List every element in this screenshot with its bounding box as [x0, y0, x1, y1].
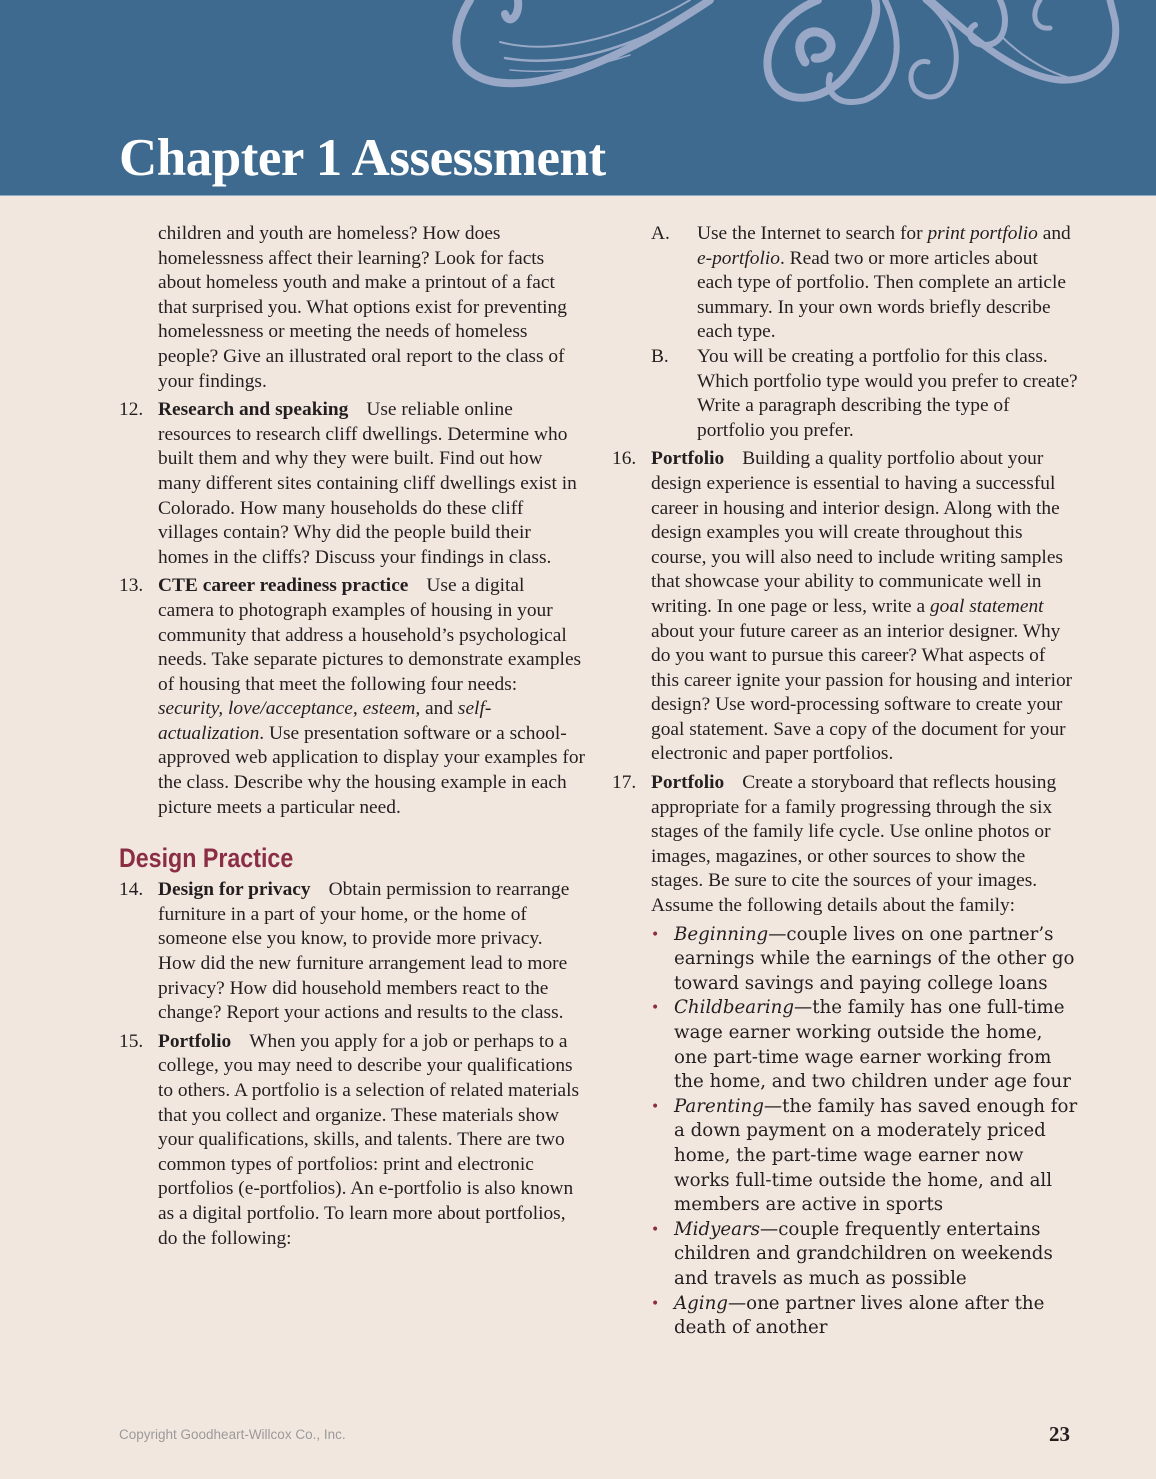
list-item [612, 1095, 1078, 1218]
stage-text: —the family has one full-time wage earner working outside the home, one part-time wage earner working from the home, and two children under age four [674, 997, 1071, 1093]
family-stage-list [612, 923, 1078, 1341]
item-text: and [420, 698, 458, 720]
item-number: 14. [119, 879, 144, 901]
item-lead: Portfolio [651, 772, 725, 794]
bullet-icon: • [651, 1221, 660, 1238]
item-text: Building a quality portfolio about your design experience is essential to having a successful career in housing and interior design. Along with the design examples you will create throughout this course, you will also need to include writing samples that showcase your ability to communicate well in writing. In one page or less, write a [651, 448, 1063, 617]
stage-term: Childbearing [674, 997, 795, 1019]
sub-item-b [612, 345, 1078, 443]
list-item [612, 1218, 1078, 1292]
assessment-item-12 [119, 398, 585, 570]
item-italic: security, love/acceptance, esteem, [158, 698, 421, 720]
stage-text: —couple frequently entertains children and grandchildren on weekends and travels as much as possible [674, 1218, 1053, 1289]
item-text: about your future career as an interior designer. Why do you want to pursue this career? What aspects of this career ignite your passion for housing and interior design? Use word-processing software to create your goal statement. Save a copy of the document for your electronic and paper portfolios. [651, 620, 1073, 765]
item-number: 17. [612, 772, 637, 794]
sub-item-text: You will be creating a portfolio for this class. Which portfolio type would you prefer to create? Write a paragraph describing the type of portfolio you prefer. [697, 345, 1078, 441]
item-italic: self-actualization [158, 698, 492, 744]
item-text: Use a digital camera to photograph examples of housing in your community that address a household’s psychological needs. Take separate pictures to demonstrate examples of housing that meet the following four needs: [158, 575, 582, 695]
item-lead: Design for privacy [158, 879, 311, 901]
stage-term: Parenting [674, 1095, 764, 1117]
item-text: When you apply for a job or perhaps to a college, you may need to describe your qualifications to others. A portfolio is a selection of related materials that you collect and organize. These materials show your qualifications, skills, and talents. There are two common types of portfolios: print and electronic portfolios (e-portfolios). An e-portfolio is also known as a digital portfolio. To learn more about portfolios, do the following: [158, 1030, 580, 1249]
sub-item-text: Use the Internet to search for [697, 223, 928, 244]
list-item [612, 923, 1078, 997]
page-number: 23 [1049, 1422, 1070, 1446]
sub-item-italic: print portfolio [927, 223, 1038, 244]
copyright-notice: Copyright Goodheart-Willcox Co., Inc. [119, 1427, 346, 1442]
list-item [612, 1292, 1078, 1341]
item-number: 13. [119, 575, 144, 597]
stage-text: —one partner lives alone after the death of another [674, 1292, 1045, 1339]
sub-item-letter: A. [651, 223, 670, 244]
bullet-icon: • [651, 1000, 660, 1017]
item-11-continuation: children and youth are homeless? How does homelessness affect their learning? Look for facts about homeless youth and make a printout of a fact that surprised you. What options exist for preventing homelessness or meeting the needs of homeless people? Give an illustrated oral report to the class of your findings. [158, 223, 567, 392]
item-lead: CTE career readiness practice [158, 575, 409, 597]
stage-text: —the family has saved enough for a down payment on a moderately priced home, the part-time wage earner now works full-time outside the home, and all members are active in sports [674, 1095, 1078, 1216]
stage-term: Beginning [674, 923, 769, 945]
assessment-item-15 [119, 1030, 585, 1251]
assessment-item-16 [612, 447, 1078, 767]
section-heading-design-practice: Design Practice [119, 843, 294, 874]
chapter-header-banner [0, 0, 1156, 196]
assessment-item-13 [119, 574, 585, 820]
item-lead: Portfolio [158, 1030, 232, 1052]
item-italic: goal statement [929, 595, 1044, 617]
bullet-icon: • [651, 1098, 660, 1115]
stage-text: —couple lives on one partner’s earnings while the earnings of the other go toward savings and paying college loans [674, 923, 1075, 994]
sub-item-italic: e-portfolio [697, 247, 780, 269]
item-number: 12. [119, 399, 144, 421]
page-title: Chapter 1 Assessment [119, 129, 606, 187]
list-item [612, 996, 1078, 1094]
sub-item-text: . Read two or more articles about each type of portfolio. Then complete an article summary. In your own words briefly describe each type. [697, 247, 1066, 343]
item-text: . Use presentation software or a school-approved web application to display your examples for the class. Describe why the housing example in each picture meets a particular need. [158, 722, 586, 818]
item-text: Obtain permission to rearrange furniture in a part of your home, or the home of someone else you know, to provide more privacy. How did the new furniture arrangement lead to more privacy? How did household members react to the change? Report your actions and results to the class. [158, 879, 570, 1024]
bullet-icon: • [651, 1295, 660, 1312]
item-number: 16. [612, 448, 637, 470]
item-lead: Portfolio [651, 448, 725, 470]
stage-term: Midyears [674, 1218, 760, 1240]
assessment-item-17 [612, 771, 1078, 919]
item-number: 15. [119, 1030, 144, 1052]
sub-item-letter: B. [651, 345, 669, 367]
item-lead: Research and speaking [158, 399, 349, 421]
item-text: Create a storyboard that reflects housing appropriate for a family progressing through the six stages of the family life cycle. Use online photos or images, magazines, or other sources to show the stages. Be sure to cite the sources of your images. Assume the following details about the family: [651, 772, 1057, 917]
sub-item-a [612, 222, 1078, 345]
right-column [612, 222, 1078, 1341]
stage-term: Aging [674, 1292, 728, 1314]
assessment-item-14 [119, 878, 585, 1026]
item-text: Use reliable online resources to research cliff dwellings. Determine who built them and why they were built. Find out how many different sites containing cliff dwellings exist in Colorado. How many households do these cliff villages contain? Why did the people build their homes in the cliffs? Discuss your findings in class. [158, 399, 577, 568]
sub-item-text: and [1037, 223, 1071, 244]
bullet-icon: • [651, 926, 660, 943]
left-column [119, 222, 585, 1251]
